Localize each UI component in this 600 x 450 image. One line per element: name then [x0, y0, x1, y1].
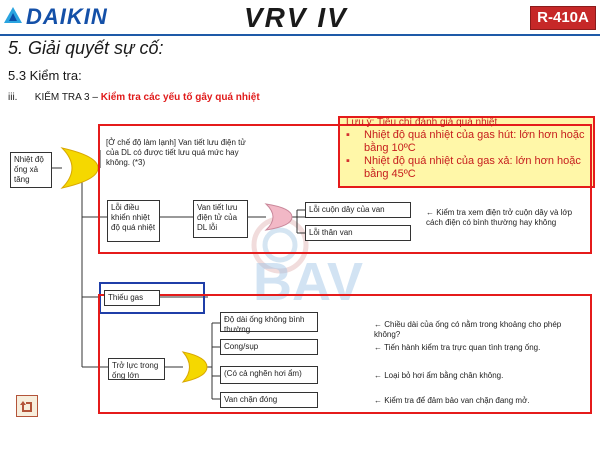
- section-subtitle: 5.3 Kiểm tra:: [8, 68, 82, 83]
- bent-pipe-box: Cong/sụp: [220, 339, 318, 355]
- control-fault-box: Lỗi điều khiển nhiệt độ quá nhiệt: [107, 200, 160, 242]
- bullet-icon: ▪: [346, 155, 350, 167]
- moisture-note: ← Loại bỏ hơi ẩm bằng chân không.: [374, 371, 504, 380]
- root-cause-box: Nhiệt độ ống xả tăng: [10, 152, 52, 188]
- stop-valve-note: ← Kiểm tra để đảm bảo van chặn đang mở.: [374, 396, 530, 405]
- return-arrow-icon: [19, 398, 35, 414]
- or-gate-root: [62, 148, 98, 188]
- bullet-icon: ▪: [346, 129, 350, 141]
- legend-item-label: Nhiệt độ quá nhiệt của gas xả: lớn hơn hoặc bằng 45ºC: [364, 155, 581, 180]
- cooling-mode-note: [Ở chế độ làm lạnh] Van tiết lưu điện tử của DL có được tiết lưu quá mức hay không. (*3): [106, 138, 246, 167]
- legend-heading: Lưu ý: Tiêu chí đánh giá quá nhiệt: [346, 117, 498, 128]
- legend-item-suction: [346, 129, 592, 155]
- valve-fault-box: Van tiết lưu điện tử của DL lỗi: [193, 200, 248, 238]
- coil-check-note: ← Kiểm tra xem điện trở cuộn dây và lớp cách điện có bình thường hay không: [426, 208, 573, 227]
- page-title: 5. Giải quyết sự cố:: [8, 38, 164, 58]
- legend-item-label: Nhiệt độ quá nhiệt của gas hút: lớn hơn hoặc bằng 10ºC: [364, 129, 585, 154]
- pipe-resistance-box: Trở lực trong ống lớn: [108, 358, 165, 380]
- watermark-text: BAV: [252, 252, 364, 312]
- body-fault-box: Lỗi thân van: [305, 225, 411, 241]
- moisture-box: (Có cả nghẽn hơi ẩm): [220, 366, 318, 384]
- check-label: KIỂM TRA 3 –: [34, 92, 98, 103]
- pipe-length-note: ← Chiều dài của ống có nằm trong khoảng cho phép không?: [374, 320, 562, 339]
- check-number: iii.: [8, 92, 18, 103]
- refrigerant-badge: R-410A: [530, 6, 596, 30]
- gas-shortage-box: Thiếu gas: [104, 290, 160, 306]
- criteria-legend: [346, 116, 592, 181]
- check-title: Kiểm tra các yếu tố gây quá nhiệt: [100, 92, 260, 103]
- coil-fault-box: Lỗi cuộn dây của van: [305, 202, 411, 218]
- brand-logo: DAIKIN: [26, 4, 108, 29]
- back-button[interactable]: [16, 395, 38, 417]
- bent-pipe-note: ← Tiến hành kiểm tra trực quan tình trạng ống.: [374, 343, 541, 352]
- pipe-length-box: Độ dài ống không bình thường: [220, 312, 318, 332]
- product-logo: VRV IV: [244, 2, 348, 33]
- legend-item-discharge: [346, 155, 592, 181]
- stop-valve-box: Van chặn đóng: [220, 392, 318, 408]
